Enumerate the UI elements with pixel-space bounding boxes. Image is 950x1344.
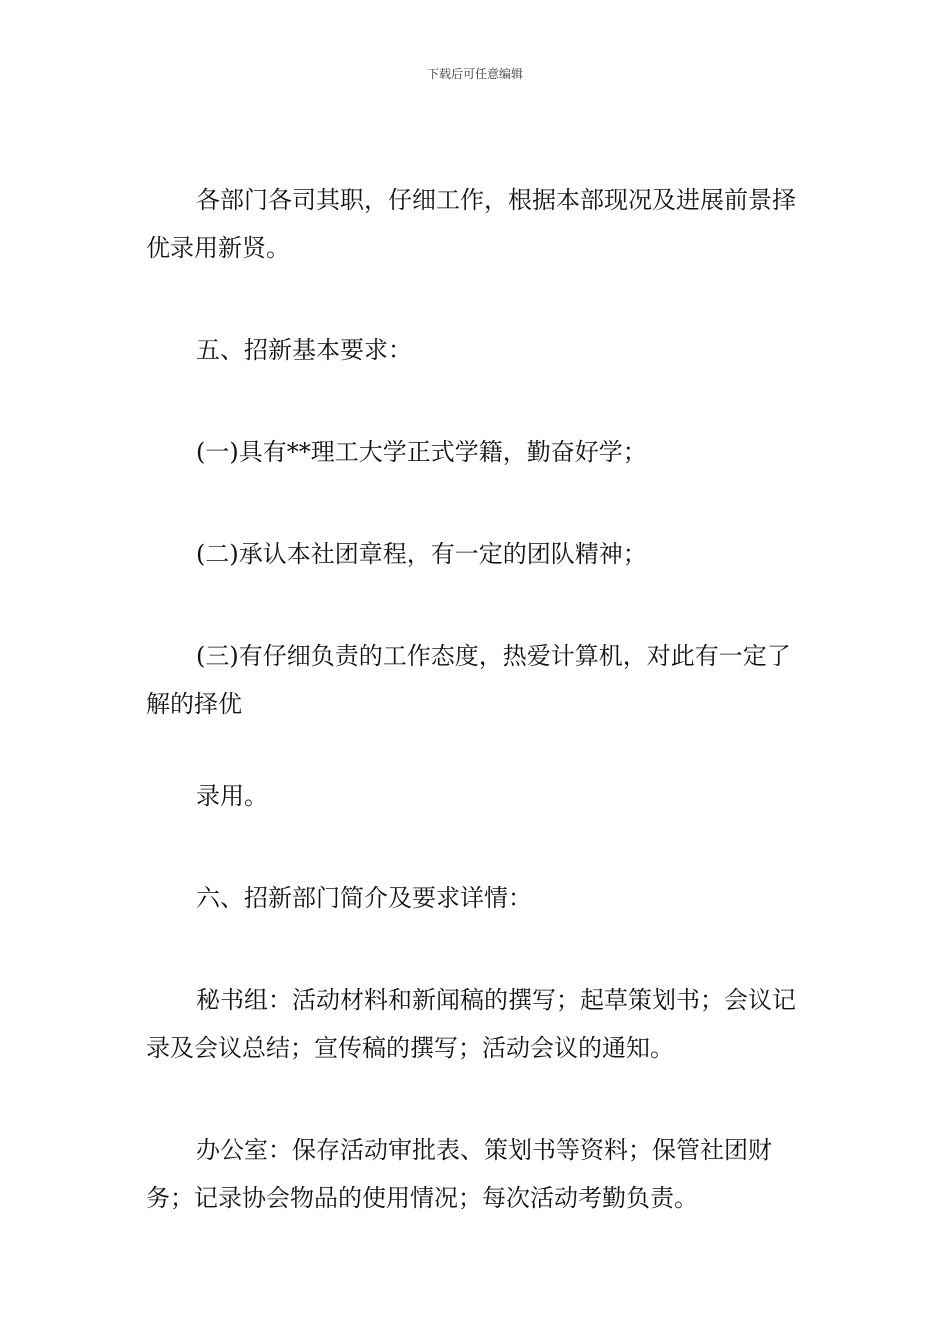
requirement-item-3-continued: 录用。	[196, 782, 268, 810]
requirement-item-1: (一)具有**理工大学正式学籍，勤奋好学；	[196, 438, 647, 466]
section-heading-departments: 六、招新部门简介及要求详情：	[196, 884, 532, 912]
document-body	[146, 176, 810, 1276]
section-heading-requirements: 五、招新基本要求：	[196, 336, 412, 364]
department-secretariat: 秘书组：活动材料和新闻稿的撰写；起草策划书；会议记录及会议总结；宣传稿的撰写；活动会议的通知。	[146, 986, 796, 1062]
requirement-item-3: (三)有仔细负责的工作态度，热爱计算机，对此有一定了解的择优	[146, 642, 791, 718]
paragraph-selection-intro: 各部门各司其职，仔细工作，根据本部现况及进展前景择优录用新贤。	[146, 186, 796, 262]
page-header: 下载后可任意编辑	[426, 67, 523, 81]
requirement-item-2: (二)承认本社团章程，有一定的团队精神；	[196, 540, 647, 568]
department-office: 办公室：保存活动审批表、策划书等资料；保管社团财务；记录协会物品的使用情况；每次活动考勤负责。	[146, 1136, 772, 1212]
